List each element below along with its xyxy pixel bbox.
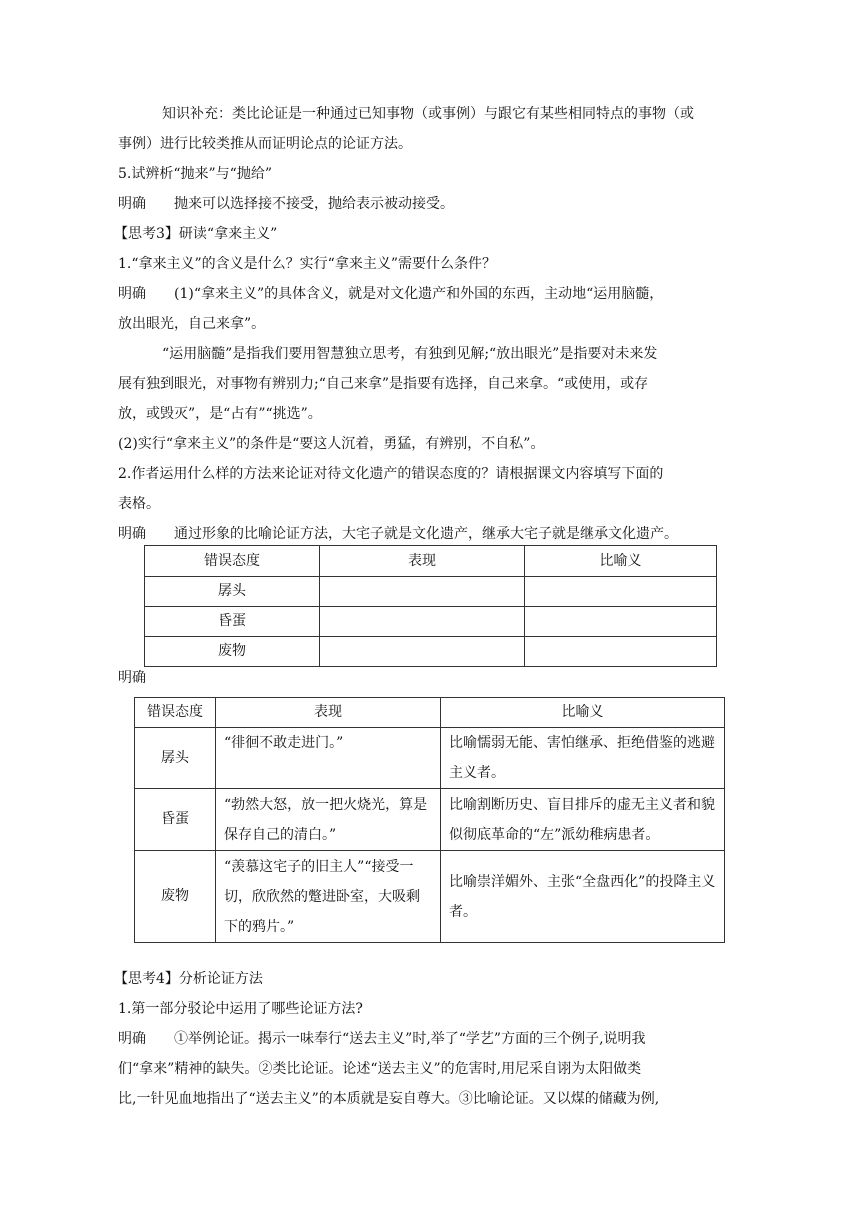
answer-text: ①举例论证。揭示一味奉行“送去主义”时,举了“学艺”方面的三个例子,说明我 bbox=[174, 1031, 646, 1047]
empty-cell bbox=[320, 577, 525, 607]
meaning-cell: 比喻懦弱无能、害怕继承、拒绝借鉴的逃避主义者。 bbox=[441, 728, 725, 789]
answer-4-1-line-3: 比,一针见血地指出了“送去主义”的本质就是妄自尊大。③比喻论证。又以煤的储藏为例, bbox=[118, 1091, 660, 1107]
answer-text: 通过形象的比喻论证方法，大宅子就是文化遗产，继承大宅子就是继承文化遗产。 bbox=[174, 526, 678, 542]
attitude-cell: 废物 bbox=[135, 851, 216, 943]
empty-cell bbox=[525, 577, 717, 607]
answer-label: 明确 bbox=[118, 286, 146, 302]
table-header-cell: 表现 bbox=[320, 546, 525, 577]
table-row bbox=[135, 728, 725, 789]
table-header-row bbox=[135, 698, 725, 728]
behavior-cell: “徘徊不敢走进门。” bbox=[216, 728, 441, 789]
explanation-line-1: “运用脑髓”是指我们要用智慧独立思考，有独到见解;“放出眼光”是指要对未来发 bbox=[162, 346, 658, 362]
section-heading-3: 【思考3】研读“拿来主义” bbox=[114, 226, 278, 242]
answer-4-1-line-2: 们“拿来”精神的缺失。②类比论证。论述“送去主义”的危害时,用尼采自诩为太阳做类 bbox=[118, 1061, 642, 1077]
section-heading-4: 【思考4】分析论证方法 bbox=[114, 971, 263, 987]
empty-cell bbox=[525, 637, 717, 667]
table-header-cell: 错误态度 bbox=[145, 546, 320, 577]
attitude-cell: 昏蛋 bbox=[135, 789, 216, 851]
table-row bbox=[145, 637, 717, 667]
table-row bbox=[145, 607, 717, 637]
table-row bbox=[145, 577, 717, 607]
table-header-row bbox=[145, 546, 717, 577]
answer-text: (1)“拿来主义”的具体含义，就是对文化遗产和外国的东西，主动地“运用脑髓， bbox=[174, 286, 664, 302]
table-header-cell: 比喻义 bbox=[441, 698, 725, 728]
question-3-2-line-2: 表格。 bbox=[118, 496, 160, 512]
question-3-2-line-1: 2.作者运用什么样的方法来论证对待文化遗产的错误态度的？请根据课文内容填写下面的 bbox=[118, 466, 664, 482]
explanation-line-3: 放，或毁灭”，是“占有”“挑选”。 bbox=[118, 406, 322, 422]
empty-cell bbox=[320, 607, 525, 637]
behavior-cell: “羡慕这宅子的旧主人”“接受一切，欣欣然的蹩进卧室，大吸剩下的鸦片。” bbox=[216, 851, 441, 943]
meaning-cell: 比喻崇洋媚外、主张“全盘西化”的投降主义者。 bbox=[441, 851, 725, 943]
table-row bbox=[135, 789, 725, 851]
answer-label: 明确 bbox=[118, 526, 146, 542]
attitude-cell: 废物 bbox=[145, 637, 320, 667]
answer-3-1-line-1 bbox=[118, 279, 730, 309]
answer-text: 抛来可以选择接不接受，抛给表示被动接受。 bbox=[174, 196, 454, 212]
blank-table bbox=[144, 545, 717, 667]
table-header-cell: 错误态度 bbox=[135, 698, 216, 728]
answer-table bbox=[134, 697, 725, 943]
answer-label-table: 明确 bbox=[118, 670, 146, 686]
question-4-1: 1.第一部分驳论中运用了哪些论证方法? bbox=[118, 1001, 363, 1017]
empty-cell bbox=[320, 637, 525, 667]
attitude-cell: 孱头 bbox=[135, 728, 216, 789]
attitude-cell: 昏蛋 bbox=[145, 607, 320, 637]
answer-3-1-line-2: 放出眼光，自己来拿”。 bbox=[118, 316, 266, 332]
question-5: 5.试辨析“抛来”与“抛给” bbox=[118, 166, 272, 182]
explanation-line-2: 展有独到眼光，对事物有辨别力;“自己来拿”是指要有选择，自己来拿。“或使用，或存 bbox=[118, 376, 649, 392]
answer-4-1-line-1 bbox=[118, 1024, 730, 1054]
condition-line: (2)实行“拿来主义”的条件是“要这人沉着，勇猛，有辨别，不自私”。 bbox=[118, 436, 545, 452]
table-header-cell: 表现 bbox=[216, 698, 441, 728]
knowledge-note-line-2: 事例）进行比较类推从而证明论点的论证方法。 bbox=[118, 136, 412, 152]
answer-label: 明确 bbox=[118, 1031, 146, 1047]
answer-label: 明确 bbox=[118, 196, 146, 212]
behavior-cell: “勃然大怒，放一把火烧光，算是保存自己的清白。” bbox=[216, 789, 441, 851]
knowledge-note-line-1: 知识补充：类比论证是一种通过已知事物（或事例）与跟它有某些相同特点的事物（或 bbox=[162, 106, 694, 122]
attitude-cell: 孱头 bbox=[145, 577, 320, 607]
answer-5 bbox=[118, 189, 730, 219]
meaning-cell: 比喻割断历史、盲目排斥的虚无主义者和貌似彻底革命的“左”派幼稚病患者。 bbox=[441, 789, 725, 851]
empty-cell bbox=[525, 607, 717, 637]
table-row bbox=[135, 851, 725, 943]
question-3-1: 1.“拿来主义”的含义是什么？实行“拿来主义”需要什么条件？ bbox=[118, 256, 496, 272]
table-header-cell: 比喻义 bbox=[525, 546, 717, 577]
